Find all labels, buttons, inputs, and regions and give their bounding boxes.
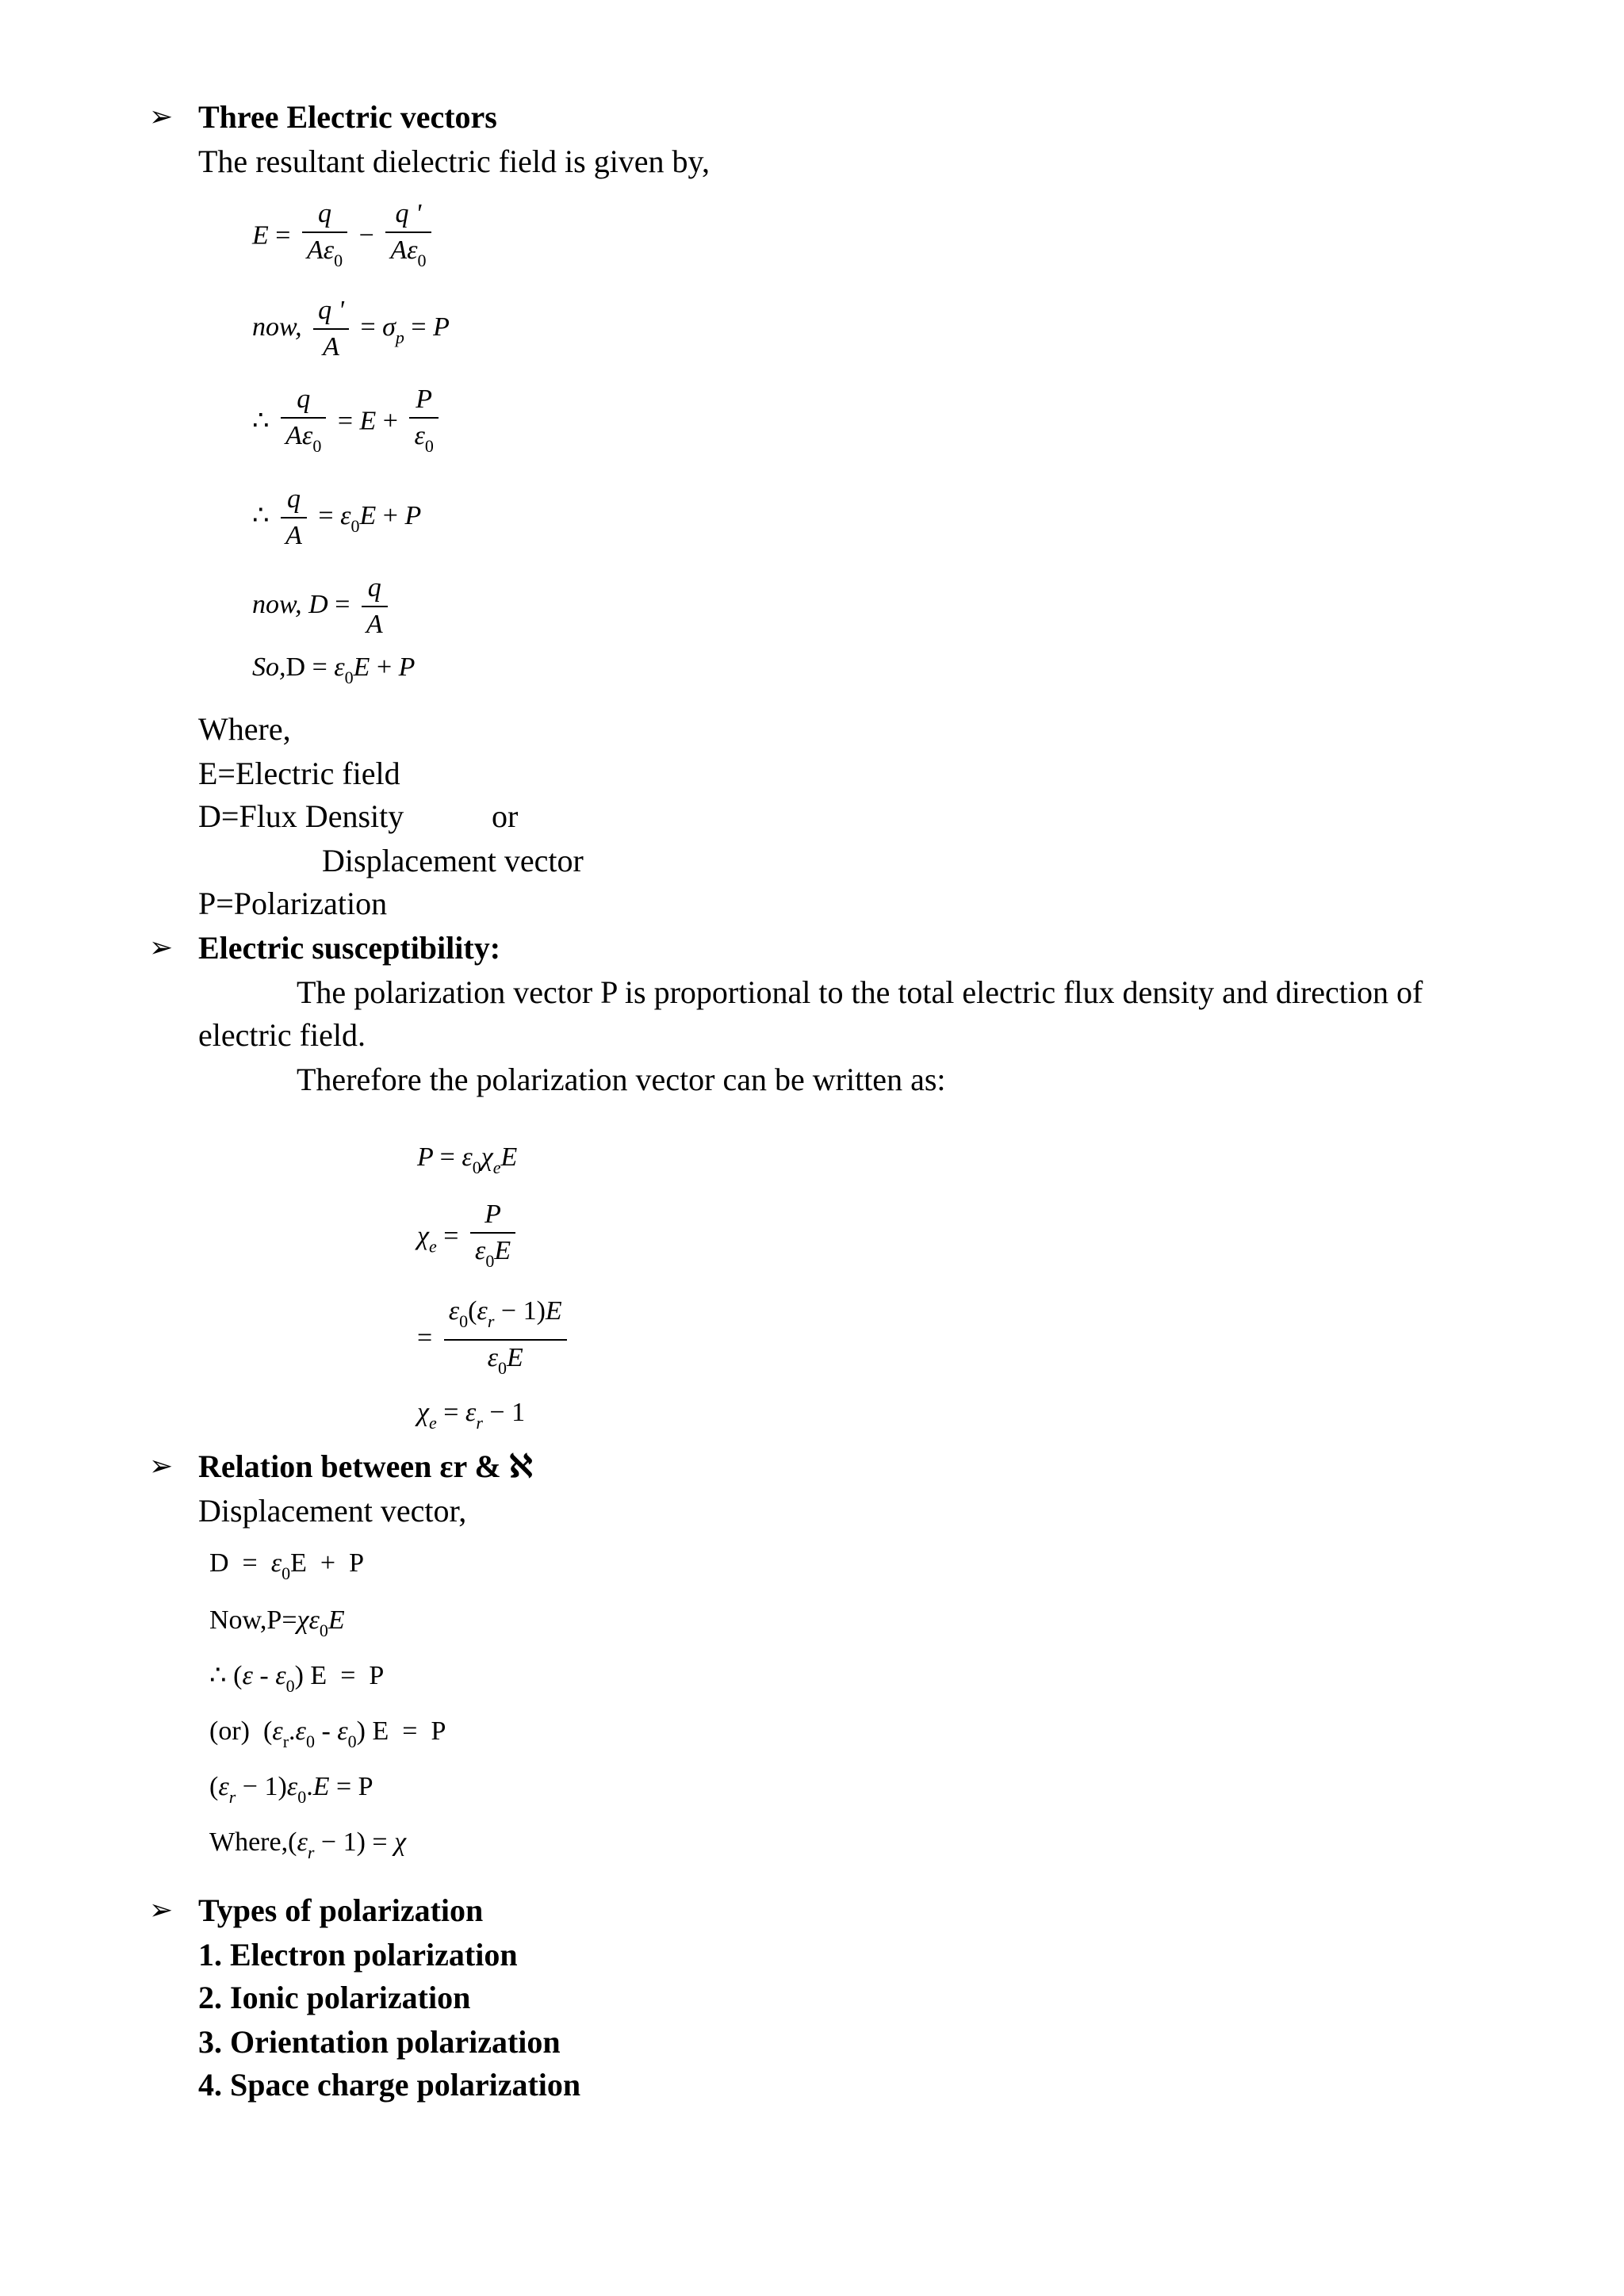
- equation-where-chi: $Where,(\varepsilon_r - 1) = \chi$: [209, 1827, 407, 1862]
- definition-or: or: [492, 798, 519, 834]
- math-word-so: So,: [252, 652, 286, 682]
- definition-d: D=Flux Density: [198, 798, 404, 834]
- equation-polarization-charge: now, $\frac{q '}{A}$ = $\sigma_p = P$: [252, 296, 450, 362]
- section-intro: The resultant dielectric field is given by,: [198, 144, 710, 179]
- math-word-now-cap: Now,: [209, 1605, 267, 1635]
- math-word-or: (or): [209, 1716, 250, 1746]
- paragraph-line-3: Therefore the polarization vector can be written as:: [297, 1062, 946, 1097]
- equation-d-definition: now, D = $\frac{q}{A}$: [252, 572, 393, 641]
- equation-therefore-1: ∴ $\frac{q}{A\varepsilon_0}$ = E + $\frac{P}{\varepsilon_0}$: [252, 384, 443, 462]
- equation-p-chi: $P = \varepsilon_0\chi_eE$: [417, 1142, 518, 1177]
- equation-d-relation: $D = \varepsilon_0E + P$: [209, 1548, 364, 1583]
- bullet-arrow-icon: ➢: [149, 932, 174, 964]
- definition-p: P=Polarization: [198, 886, 388, 921]
- definition-e: E=Electric field: [198, 756, 400, 791]
- bullet-arrow-icon: ➢: [149, 101, 174, 133]
- list-item: 2. Ionic polarization: [198, 1980, 471, 2015]
- equation-so-d: $So,D = \varepsilon_0E + P$: [252, 652, 416, 687]
- equation-resultant-field: E = $\frac{q}{A\varepsilon_0}$ − $\frac{q '}{A\varepsilon_0}$: [252, 198, 436, 277]
- equation-now-p: $Now,P=\chi\varepsilon_0E$: [209, 1605, 345, 1640]
- list-item: 1. Electron polarization: [198, 1937, 518, 1973]
- where-label: Where,: [198, 711, 291, 747]
- equation-chi-result: $\chi_e = \varepsilon_r - 1$: [417, 1398, 526, 1433]
- equation-chi-expanded: = $\frac{\varepsilon_0(\varepsilon_r - 1)E}{\varepsilon_0E}$: [417, 1295, 572, 1384]
- section-title-types: Types of polarization: [198, 1892, 484, 1928]
- paragraph-line-1: The polarization vector P is proportional to the total electric flux density and direction of: [297, 974, 1423, 1010]
- definition-d-alt: Displacement vector: [322, 843, 584, 878]
- bullet-arrow-icon: ➢: [149, 1450, 174, 1483]
- equation-or-form: (or) $(\varepsilon_r.\varepsilon_0 - \varepsilon_0) E = P$: [209, 1716, 446, 1751]
- list-item: 4. Space charge polarization: [198, 2067, 581, 2103]
- equation-chi-ratio: $\chi_e$ = $\frac{P}{\varepsilon_0E}$: [417, 1199, 520, 1277]
- list-item: 3. Orientation polarization: [198, 2024, 561, 2060]
- equation-therefore-3: ∴ $(\varepsilon - \varepsilon_0)$ E = P: [209, 1661, 385, 1696]
- bullet-arrow-icon: ➢: [149, 1894, 174, 1927]
- section-intro-displacement: Displacement vector,: [198, 1493, 467, 1529]
- section-title-relation: Relation between εr & ℵ: [198, 1448, 533, 1484]
- math-word-now: now,: [252, 312, 302, 342]
- equation-therefore-2: ∴ $\frac{q}{A}$ = $\varepsilon_0E + P$: [252, 484, 422, 550]
- section-title-three-electric-vectors: Three Electric vectors: [198, 99, 497, 135]
- math-word-now: now,: [252, 589, 302, 619]
- equation-er-minus-one: $(\varepsilon_r - 1)\varepsilon_0.E = P$: [209, 1772, 373, 1807]
- paragraph-line-2: electric field.: [198, 1017, 366, 1053]
- math-word-where: Where,: [209, 1827, 289, 1857]
- section-title-electric-susceptibility: Electric susceptibility:: [198, 930, 501, 966]
